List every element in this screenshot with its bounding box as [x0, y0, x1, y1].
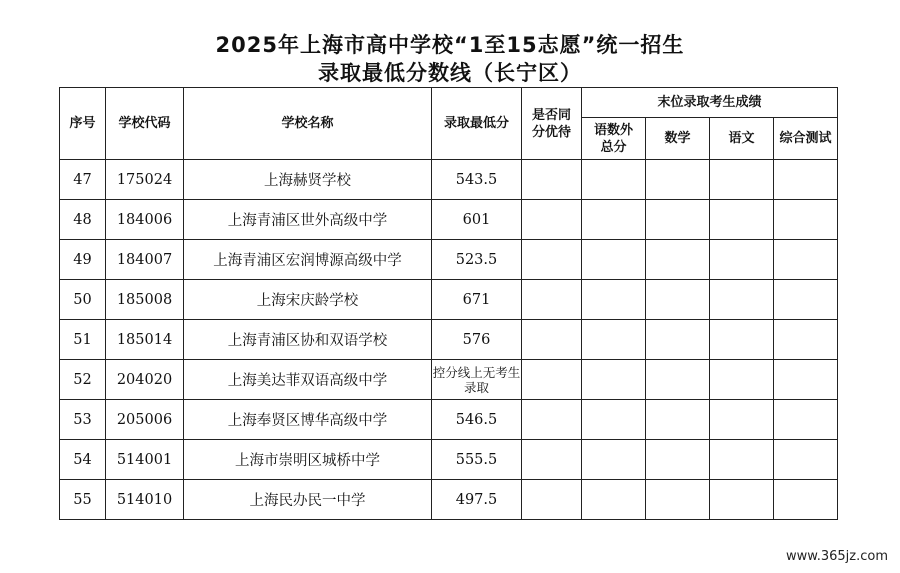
cell-sub-math: [646, 240, 710, 280]
cell-sub-test: [774, 360, 838, 400]
cell-same-score: [522, 280, 582, 320]
cell-score: 523.5: [432, 240, 522, 280]
cell-sub-total: [582, 320, 646, 360]
cell-seq: 47: [60, 160, 106, 200]
cell-sub-chinese: [710, 160, 774, 200]
cell-sub-test: [774, 240, 838, 280]
cell-name: 上海宋庆龄学校: [184, 280, 432, 320]
cell-sub-chinese: [710, 320, 774, 360]
cell-code: 185014: [106, 320, 184, 360]
cell-sub-test: [774, 320, 838, 360]
header-sub-total-text: 语数外总分: [593, 122, 633, 155]
cell-name: 上海青浦区世外高级中学: [184, 200, 432, 240]
watermark: www.365jz.com: [786, 549, 888, 564]
cell-sub-total: [582, 280, 646, 320]
cell-sub-chinese: [710, 400, 774, 440]
table-row: [60, 480, 838, 520]
cell-code: 175024: [106, 160, 184, 200]
cell-same-score: [522, 440, 582, 480]
cell-name: 上海青浦区宏润博源高级中学: [184, 240, 432, 280]
cell-seq: 54: [60, 440, 106, 480]
header-same-score: [522, 88, 582, 160]
cell-score: 555.5: [432, 440, 522, 480]
cell-sub-test: [774, 280, 838, 320]
cell-sub-test: [774, 160, 838, 200]
cell-sub-total: [582, 240, 646, 280]
cell-same-score: [522, 320, 582, 360]
cell-same-score: [522, 480, 582, 520]
cell-score: 576: [432, 320, 522, 360]
cell-code: 514001: [106, 440, 184, 480]
cell-same-score: [522, 360, 582, 400]
cell-sub-math: [646, 440, 710, 480]
table-row: [60, 240, 838, 280]
cell-seq: 55: [60, 480, 106, 520]
table-row: [60, 280, 838, 320]
header-sub-total: [582, 118, 646, 160]
cell-code: 185008: [106, 280, 184, 320]
cell-code: 184007: [106, 240, 184, 280]
cell-sub-chinese: [710, 360, 774, 400]
header-seq: 序号: [60, 88, 106, 160]
cell-sub-chinese: [710, 200, 774, 240]
cell-name: 上海民办民一中学: [184, 480, 432, 520]
cell-same-score: [522, 400, 582, 440]
cell-seq: 53: [60, 400, 106, 440]
cell-seq: 51: [60, 320, 106, 360]
cell-sub-math: [646, 320, 710, 360]
cell-sub-chinese: [710, 480, 774, 520]
cell-same-score: [522, 240, 582, 280]
cell-sub-chinese: [710, 240, 774, 280]
table-row: [60, 160, 838, 200]
cell-code: 204020: [106, 360, 184, 400]
cell-code: 184006: [106, 200, 184, 240]
cell-sub-test: [774, 200, 838, 240]
admission-table: [59, 87, 838, 520]
header-min-score: 录取最低分: [432, 88, 522, 160]
cell-sub-math: [646, 400, 710, 440]
cell-name: 上海市崇明区城桥中学: [184, 440, 432, 480]
cell-sub-total: [582, 200, 646, 240]
cell-sub-test: [774, 480, 838, 520]
table-row: [60, 360, 838, 400]
cell-name: 上海青浦区协和双语学校: [184, 320, 432, 360]
cell-sub-test: [774, 440, 838, 480]
cell-score: 543.5: [432, 160, 522, 200]
cell-sub-total: [582, 360, 646, 400]
cell-name: 上海奉贤区博华高级中学: [184, 400, 432, 440]
cell-sub-math: [646, 280, 710, 320]
cell-code: 514010: [106, 480, 184, 520]
cell-sub-math: [646, 200, 710, 240]
cell-sub-total: [582, 440, 646, 480]
cell-seq: 48: [60, 200, 106, 240]
cell-sub-total: [582, 480, 646, 520]
cell-sub-math: [646, 480, 710, 520]
header-same-score-text: 是否同分优待: [531, 107, 571, 140]
cell-sub-chinese: [710, 280, 774, 320]
cell-seq: 49: [60, 240, 106, 280]
header-name: 学校名称: [184, 88, 432, 160]
header-sub-chinese: 语文: [710, 118, 774, 160]
header-sub-math: 数学: [646, 118, 710, 160]
cell-name: 上海美达菲双语高级中学: [184, 360, 432, 400]
cell-score: 497.5: [432, 480, 522, 520]
cell-score: 671: [432, 280, 522, 320]
cell-score: 546.5: [432, 400, 522, 440]
header-last-group: 末位录取考生成绩: [582, 88, 838, 118]
header-sub-test: 综合测试: [774, 118, 838, 160]
table-row: [60, 400, 838, 440]
table-row: [60, 440, 838, 480]
cell-sub-total: [582, 400, 646, 440]
cell-same-score: [522, 200, 582, 240]
cell-sub-total: [582, 160, 646, 200]
cell-seq: 50: [60, 280, 106, 320]
page-title: 2025年上海市高中学校“1至15志愿”统一招生: [215, 33, 685, 57]
table-row: [60, 320, 838, 360]
cell-sub-test: [774, 400, 838, 440]
cell-same-score: [522, 160, 582, 200]
cell-sub-math: [646, 360, 710, 400]
cell-code: 205006: [106, 400, 184, 440]
cell-name: 上海赫贤学校: [184, 160, 432, 200]
cell-seq: 52: [60, 360, 106, 400]
header-code: 学校代码: [106, 88, 184, 160]
cell-score: 控分线上无考生录取: [432, 360, 522, 400]
cell-sub-math: [646, 160, 710, 200]
cell-sub-chinese: [710, 440, 774, 480]
page-subtitle: 录取最低分数线（长宁区）: [318, 61, 582, 85]
cell-score: 601: [432, 200, 522, 240]
table-row: [60, 200, 838, 240]
